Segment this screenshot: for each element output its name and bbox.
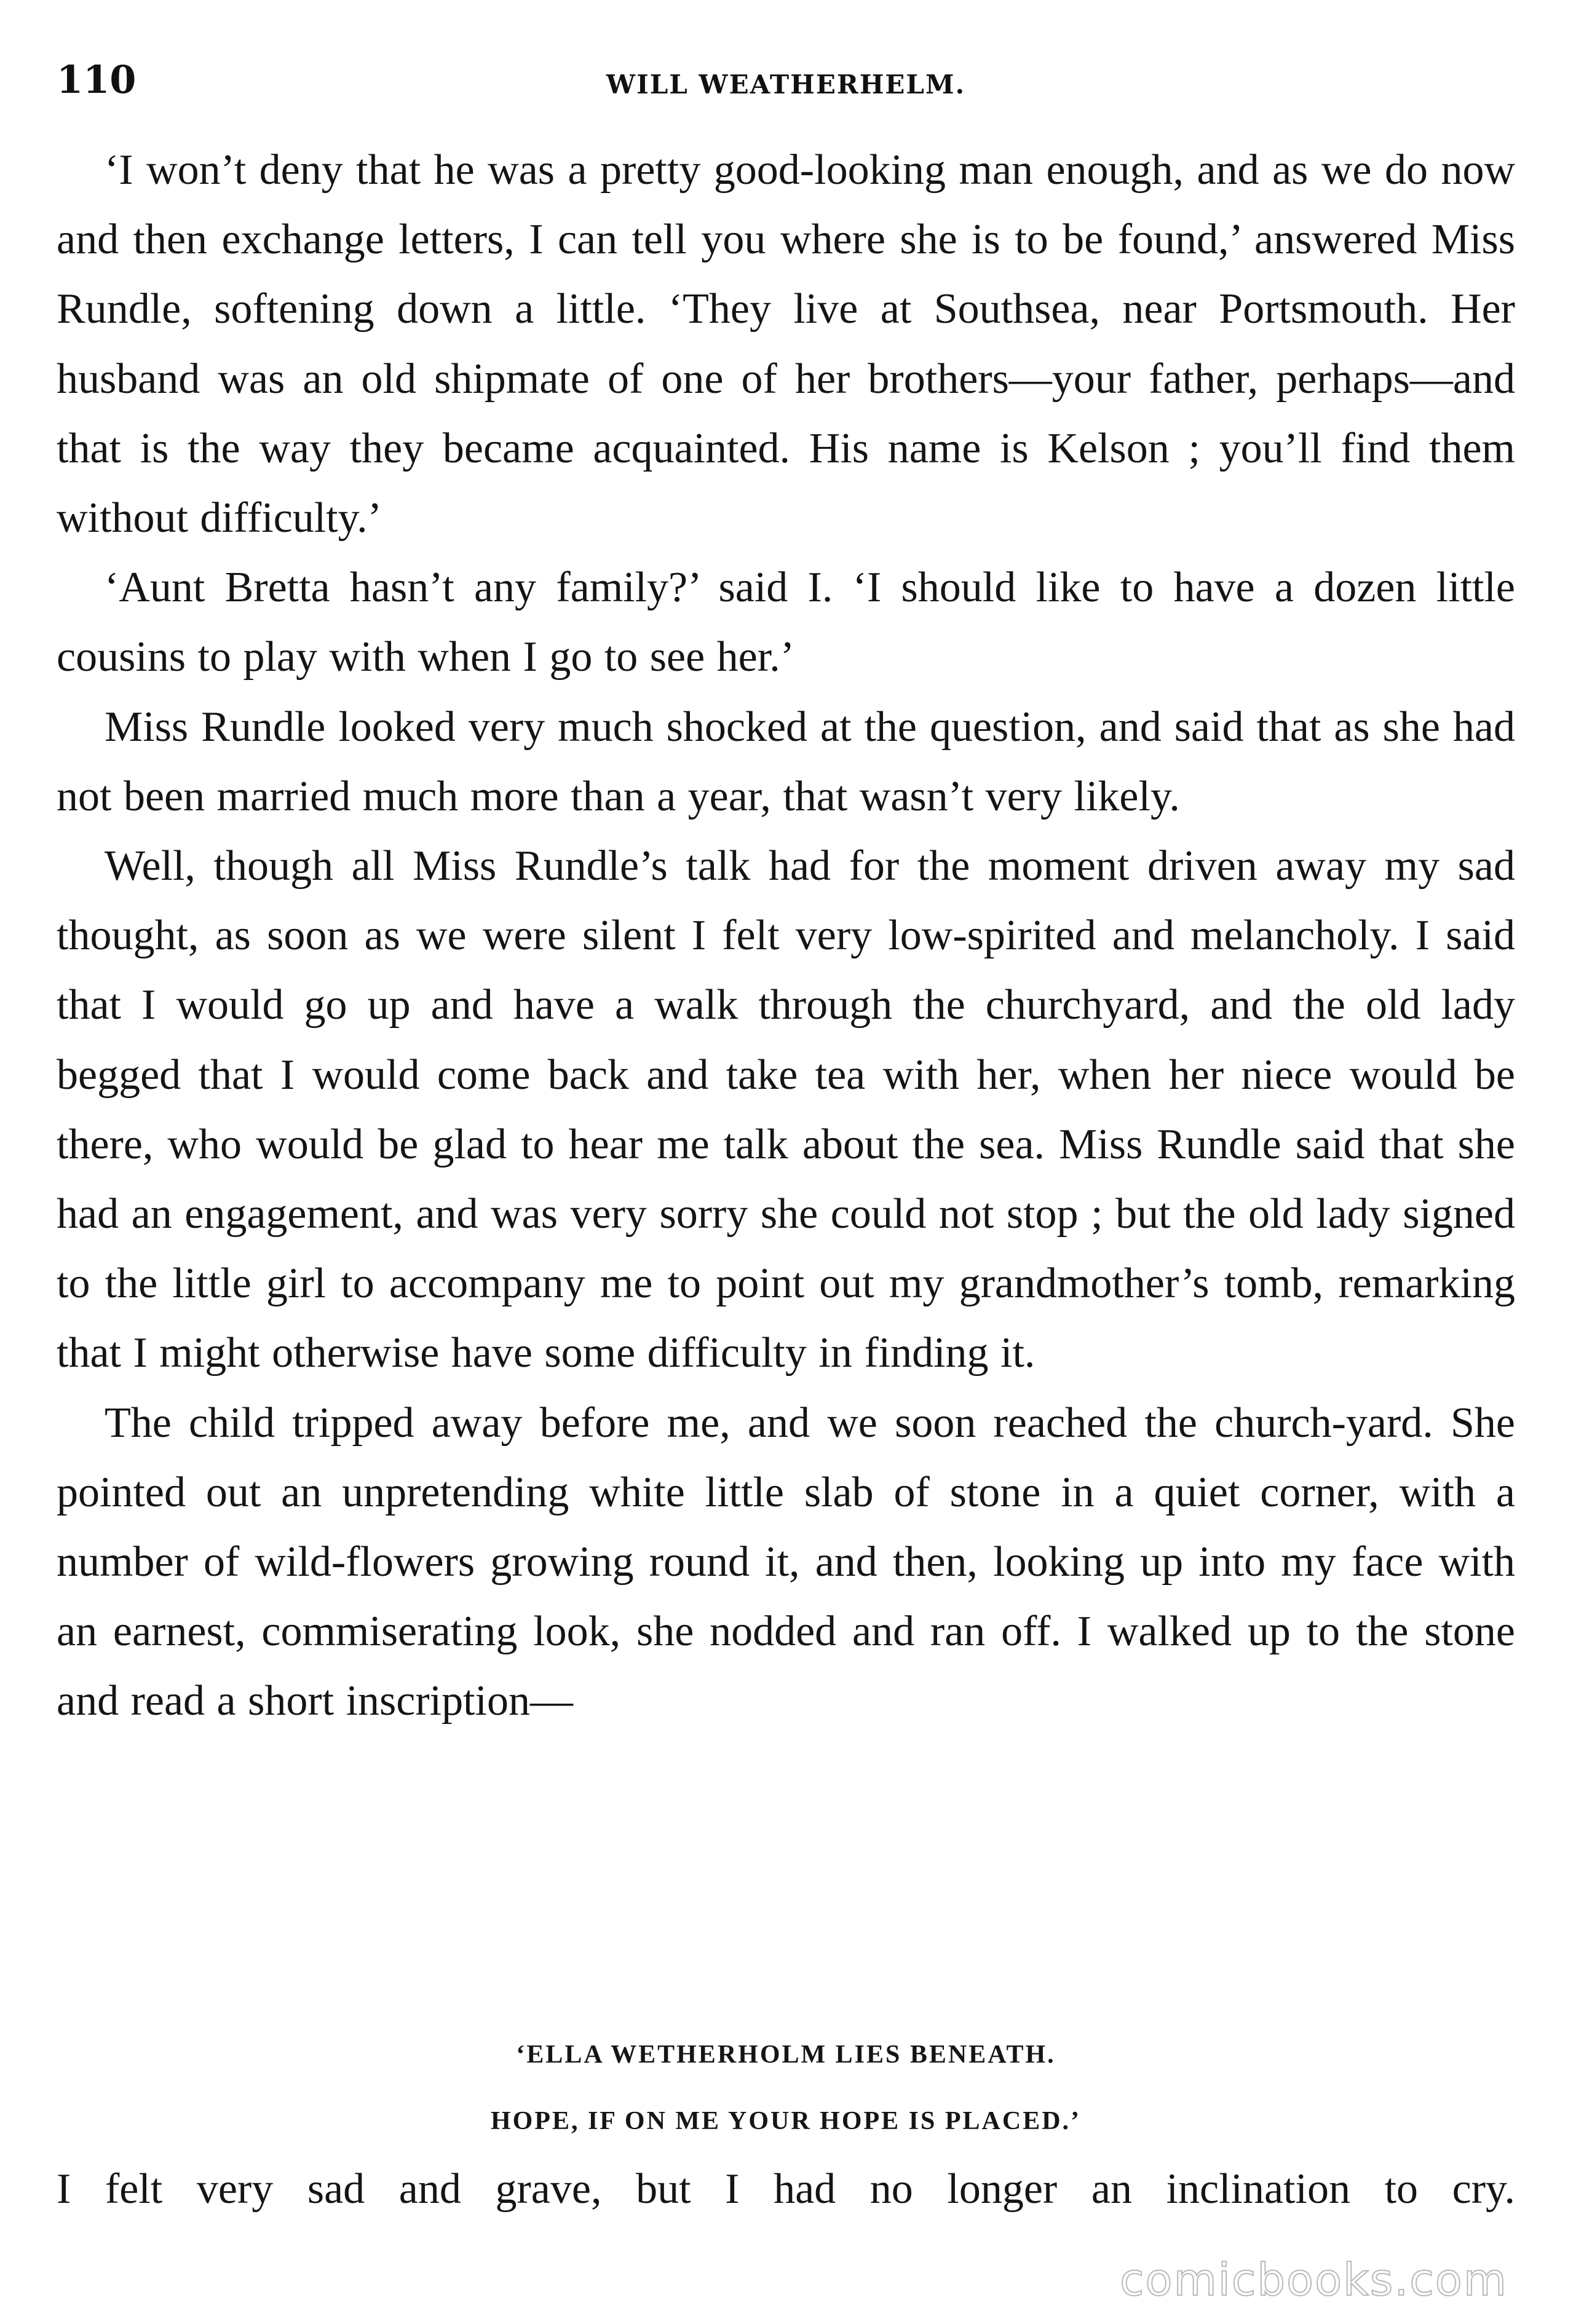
paragraph: ‘I won’t deny that he was a pretty good-looking man enough, and as we do now and then exchange letters, I can tell you where she is to be found,’ answered Miss Rundle, softening down a little. ‘They live at Southsea, near Portsmouth. Her husband was an old shipmate of one of her brothers—your father, perhaps—and that is the way they became acquainted. His name is Kelson ; you’ll find them without difficulty.’ — [57, 146, 1515, 542]
paragraph: ‘Aunt Bretta hasn’t any family?’ said I. ‘I should like to have a dozen little cousins to play with when I go to see her.’ — [57, 564, 1515, 681]
paragraph: Well, though all Miss Rundle’s talk had for the moment driven away my sad thought, as soon as we were silent I felt very low-spirited and melancholy. I said that I would go up and have a walk through the churchyard, and the old lady begged that I would come back and take tea with her, when her niece would be there, who would be glad to hear me talk about the sea. Miss Rundle said that she had an engagement, and was very sorry she could not stop ; but the old lady signed to the little girl to accompany me to point out my grandmother’s tomb, remarking that I might otherwise have some difficulty in finding it. — [57, 842, 1515, 1377]
watermark: comicbooks.com — [1119, 2254, 1508, 2306]
paragraph: The child tripped away before me, and we soon reached the church-yard. She pointed out an unpretending white little slab of stone in a quiet corner, with a number of wild-flowers growing round it, and then, looking up into my face with an earnest, commiserating look, she nodded and ran off. I walked up to the stone and read a short inscription— — [57, 1399, 1515, 1725]
body-text — [57, 135, 1515, 1736]
page-header — [57, 54, 1515, 106]
inscription-line-1: ‘ELLA WETHERHOLM LIES BENEATH. — [516, 2041, 1056, 2069]
paragraph: Miss Rundle looked very much shocked at the question, and said that as she had not been married much more than a year, that wasn’t very likely. — [57, 703, 1515, 820]
final-line: I felt very sad and grave, but I had no longer an inclination to cry. — [57, 2165, 1515, 2213]
page-number: 110 — [57, 57, 137, 102]
inscription-line-2: HOPE, IF ON ME YOUR HOPE IS PLACED.’ — [490, 2107, 1082, 2135]
running-head: WILL WEATHERHELM. — [606, 69, 966, 100]
